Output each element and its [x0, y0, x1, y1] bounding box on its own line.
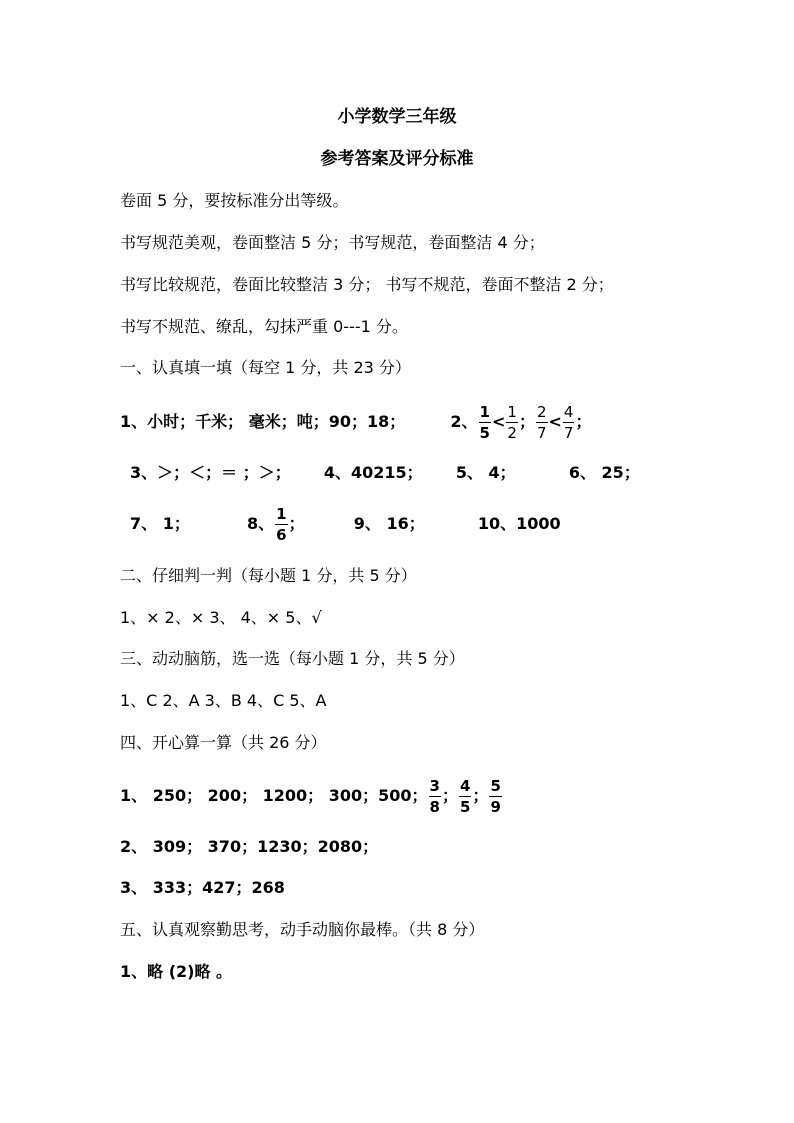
s1-q6: 6、 25； [568, 463, 640, 482]
fraction-3-8: $\frac{3}{8}$ [429, 776, 440, 816]
separator: ； [472, 786, 489, 805]
section-3-heading: 三、动动脑筋，选一选（每小题 1 分，共 5 分） [120, 649, 465, 668]
s4-row-1 [120, 776, 503, 816]
section-1-heading: 一、认真填一填（每空 1 分，共 23 分） [120, 358, 411, 377]
fraction-4-5: $\frac{4}{5}$ [460, 776, 471, 816]
separator: ； [441, 786, 458, 805]
fraction-1-5: $\frac{1}{5}$ [479, 402, 490, 442]
section-4-heading: 四、开心算一算（共 26 分） [120, 733, 327, 752]
intro-line-4: 书写不规范、缭乱，勾抹严重 0---1 分。 [120, 317, 408, 336]
s1-row-1 [120, 404, 591, 440]
section-2-answers: 1、× 2、× 3、 4、× 5、√ [120, 608, 322, 627]
intro-line-1: 卷面 5 分，要按标准分出等级。 [120, 191, 349, 210]
page-title: 小学数学三年级 [337, 107, 457, 127]
section-5-heading: 五、认真观察勤思考，动手动脑你最棒。（共 8 分） [120, 920, 485, 939]
section-2-heading: 二、仔细判一判（每小题 1 分，共 5 分） [120, 566, 417, 585]
less-than: < [548, 412, 562, 431]
separator: ； [575, 412, 592, 431]
fraction-5-9: $\frac{5}{9}$ [490, 776, 501, 816]
s1-q8-label: 8、 [247, 514, 275, 533]
separator: ； [518, 412, 535, 431]
separator: ； [288, 514, 305, 533]
less-than: < [491, 412, 506, 431]
fraction-4-7: $\frac{4}{7}$ [563, 402, 574, 442]
fraction-2-7: $\frac{2}{7}$ [536, 402, 547, 442]
s4-row-2: 2、 309； 370；1230；2080； [120, 837, 379, 856]
fraction-1-6: $\frac{1}{6}$ [276, 504, 287, 544]
s1-q1: 1、小时；千米； 毫米；吨；90；18； [120, 412, 406, 431]
s1-q7: 7、 1； [130, 514, 190, 533]
s1-q5: 5、 4； [455, 463, 516, 482]
s1-q9: 9、 16； [353, 514, 425, 533]
s1-q2-label: 2、 [450, 412, 478, 431]
s1-q4: 4、40215； [323, 463, 423, 482]
s1-q3: 3、＞；＜；＝ ；＞； [130, 463, 291, 482]
s1-row-3 [130, 504, 561, 544]
s1-row-2 [130, 463, 640, 483]
section-3-answers: 1、C 2、A 3、B 4、C 5、A [120, 691, 327, 710]
intro-line-2: 书写规范美观，卷面整洁 5 分；书写规范，卷面整洁 4 分； [120, 233, 545, 252]
page-subtitle: 参考答案及评分标准 [320, 149, 474, 169]
s1-q10: 10、1000 [477, 514, 561, 533]
intro-line-3: 书写比较规范，卷面比较整洁 3 分； 书写不规范，卷面不整洁 2 分； [120, 275, 614, 294]
s4-r1: 1、 250； 200； 1200； 300；500； [120, 786, 428, 805]
section-5-answers: 1、略 (2)略 。 [120, 962, 233, 981]
fraction-1-2: $\frac{1}{2}$ [507, 402, 517, 442]
s4-row-3: 3、 333；427；268 [120, 878, 285, 897]
